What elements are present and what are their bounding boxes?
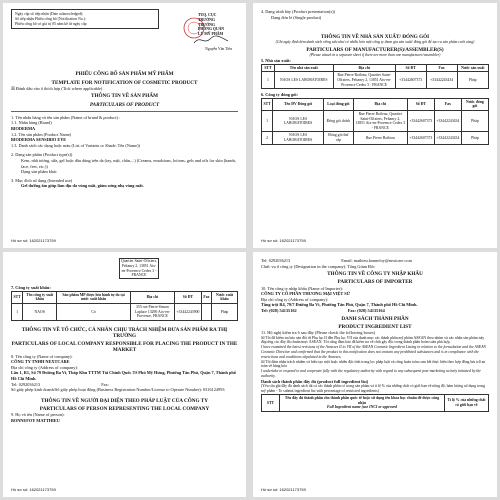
table-cell: +33442243900 xyxy=(174,303,201,320)
manufacturer-table xyxy=(261,64,489,89)
dossier-number: Hồ sơ số: 162021173759 xyxy=(261,487,306,493)
local-address-value: Lầu 1, R1, Số 79 Đường Ba Vì, Tháp Khu TTTM Tài Chính Quốc Tế Phú Mỹ Hưng, Phường Tân Phú, Quận 7, Thành phố Hồ Chí Minh. xyxy=(11,370,236,381)
dossier-number: Hồ sơ số: 162021173759 xyxy=(11,487,56,493)
table-cell: +33442607373 xyxy=(395,72,426,89)
brand-value: BIODERMA xyxy=(11,125,36,131)
table-row xyxy=(262,110,489,131)
col-header: Nước xuất khẩu xyxy=(212,291,238,303)
col-header: Tỉ lệ % của những chất có giới hạn về xyxy=(445,394,489,411)
representative-section-vi: THÔNG TIN VỀ NGƯỜI ĐẠI DIỆN THEO PHÁP LUẬT CỦA CÔNG TY xyxy=(41,397,208,404)
item-4-label: 4. Dạng trình bày (Product presentation(s)) xyxy=(261,9,335,14)
product-section-title-vi: THÔNG TIN VỀ SẢN PHẨM xyxy=(91,93,158,100)
item-3-label: 3. Mục đích sử dụng (Intended use) xyxy=(11,177,73,183)
col-header: Nước đóng gói xyxy=(461,98,488,110)
signer-name: Nguyễn Văn Tiến xyxy=(205,47,232,51)
col-header: STT xyxy=(262,64,275,72)
intended-use-value: Gel dưỡng ẩm giúp làm dịu da vùng mắt, giảm sưng nhẹ vùng mắt. xyxy=(21,183,144,189)
table-cell: 1 xyxy=(262,72,275,89)
document-page-4 xyxy=(253,252,497,497)
item-1-2-label: 1.2. Tên sản phẩm (Product Name) xyxy=(11,131,72,137)
col-header: Địa chỉ xyxy=(333,64,395,72)
item-8-label: 8. Tên công ty (Name of company): xyxy=(11,353,73,359)
col-header-sub: Full Ingredient name (use INCI or approved xyxy=(326,405,398,410)
table-cell: 355 rue Pierre-Simon Laplace 13290 Aix-en-Provence, FRANCE xyxy=(130,303,174,320)
table-cell: NAOS LES LABORATOIRES xyxy=(274,72,333,89)
importer-section-vi: THÔNG TIN VỀ CÔNG TY NHẬP KHẨU xyxy=(327,271,423,278)
table-cell: NAOS xyxy=(23,303,57,320)
table-cell: Rue Pierre Boileau, Quartier Saint-Ofixiers, Peltanry 2, 13851 Aix-en-Provence Cedex 3 - FRANCE xyxy=(333,72,395,89)
col-header: Số ĐT xyxy=(407,98,434,110)
table-cell: 1 xyxy=(12,303,23,320)
item-10-label: 10. Tên công ty nhập khẩu (Name of Importer): xyxy=(261,285,343,291)
table-cell: 2 xyxy=(262,132,273,144)
product-name-value: BIODERMA SENSIBIO EYE xyxy=(11,137,67,143)
col-header xyxy=(280,394,445,411)
rep-position: Chức vụ ở công ty (Designation in the company): Tổng Giám Đốc xyxy=(261,263,376,269)
declaration-2-en: I undertake to respond to and cooperate fully with the regulatory authority with regard to any subsequent post-marketing activity initiated by the authority. xyxy=(261,369,481,378)
item-1-label: 1. Tên nhãn hàng và tên sản phẩm (Name of brand & product) : xyxy=(11,114,121,120)
importer-tel: Tel: (028) 54135162 xyxy=(261,307,297,313)
col-header: Tên công ty xuất khẩu xyxy=(23,291,57,303)
importer-tel-fax xyxy=(261,308,489,314)
table-cell xyxy=(201,303,211,320)
item-1-3-label: 1.3. Danh sách các dạng hoặc màu (List of Variants or Shade, Tên (Name)) xyxy=(11,142,140,148)
representative-section-en: PARTICULARS OF PERSON REPRESENTING THE LOCAL COMPANY xyxy=(39,405,210,412)
importer-fax: Fax: (028) 54135164 xyxy=(347,307,385,313)
local-company-name: CÔNG TY TNHH NEXTCARE xyxy=(11,359,70,365)
ingredient-list-title-en: PRODUCT INGREDIENT LIST xyxy=(338,323,412,330)
table-cell: +33442243434 xyxy=(434,110,461,131)
col-header: Địa chỉ xyxy=(353,98,407,110)
full-ingredient-list-label: Danh sách thành phần đầy đủ (product full ingredient list) xyxy=(261,378,369,384)
table-cell: Pháp xyxy=(457,72,488,89)
seal-text-block xyxy=(198,13,228,37)
col-header: Số ĐT xyxy=(174,291,201,303)
table-header-row xyxy=(262,98,489,110)
col-header: Nước sản xuất xyxy=(457,64,488,72)
dossier-number: Hồ sơ số: 162021173759 xyxy=(261,238,306,244)
document-page-3 xyxy=(3,252,246,497)
item-2-label: 2. Dạng sản phẩm (Product type(s)) xyxy=(11,152,73,158)
col-header-main: Tên đầy đủ thành phần cho thành phần quốc tế hoặc sử dụng tên khoa học chuẩn để được công nhận xyxy=(284,395,440,405)
business-registration-line: Số giấy phép kinh doanh/Số giấy phép hoạt động (Business Registration Number/License to Operate Number): 0316124993 xyxy=(11,387,225,393)
table-header-row xyxy=(262,394,489,411)
table-cell: NAOS LES LABORATOIRES xyxy=(273,110,324,131)
table-cell: Có xyxy=(57,303,131,320)
item-9-label: 9. Họ và tên (Name of person): xyxy=(11,412,65,418)
divider xyxy=(11,111,238,112)
local-company-section-vi: THÔNG TIN VỀ TỔ CHỨC, CÁ NHÂN CHỊU TRÁCH NHIỆM ĐƯA SẢN PHẨM RA THỊ TRƯỜNG xyxy=(21,326,228,339)
table-cell: NAOS LES LABORATOIRES xyxy=(273,132,324,144)
table-cell: Rue Pierre Boileau xyxy=(353,132,407,144)
importer-name: CÔNG TY CỔ PHẦN THƯƠNG MẠI VIỆT SỬ xyxy=(261,291,351,297)
item-6-label: 6. Công ty đóng gói: xyxy=(261,92,298,98)
table-cell: Đóng gói thứ cấp xyxy=(323,132,353,144)
continued-address-cell xyxy=(119,258,159,279)
table-row xyxy=(12,303,238,320)
notification-title-vi: PHIẾU CÔNG BỐ SẢN PHẨM MỸ PHẨM xyxy=(75,71,174,78)
rep-tel: Tel: 0292036213 xyxy=(261,258,291,263)
ingredient-table xyxy=(261,394,489,412)
local-fax: Fax: xyxy=(101,381,109,387)
document-page-2 xyxy=(253,3,497,248)
tick-instruction: ☒ Đánh dấu vào ô thích hợp (Tick where applicable) xyxy=(11,85,103,91)
table-cell: Pháp xyxy=(212,303,238,320)
col-header: Fax xyxy=(201,291,211,303)
importer-address-label: Địa chỉ công ty (Address of company): xyxy=(261,296,329,302)
item-5-label: 5. Nhà sản xuất: xyxy=(261,58,291,64)
table-cell: Đóng gói chính xyxy=(323,110,353,131)
table-cell: Pháp xyxy=(461,110,488,131)
item-7-label: 7. Công ty xuất khẩu: xyxy=(11,285,51,291)
stamp-date-line: Ngày cấp số tiếp nhận (Date acknowledged): xyxy=(15,12,84,16)
dossier-number: Hồ sơ số: 162021173759 xyxy=(11,238,56,244)
manufacturer-section-title-vi: THÔNG TIN VỀ NHÀ SẢN XUẤT/ ĐÓNG GÓI xyxy=(320,34,430,41)
manufacturer-section-title-en: PARTICULARS OF MANUFACTURER(S)/ASSEMBLER(S) xyxy=(306,47,444,54)
stamp-notification-line: Số tiếp nhận Phiếu công bố (Notification No.): xyxy=(15,16,87,21)
stamp-validity-line: Phiếu công bố có giá trị 05 năm kể từ ngày cấp xyxy=(15,21,87,26)
table-header-row xyxy=(262,64,489,72)
local-company-section-en: PARTICULARS OF LOCAL COMPANY RESPONSIBLE FOR PLACING THE PRODUCT IN THE MARKET xyxy=(11,341,238,354)
importer-section-en: PARTICULARS OF IMPORTER xyxy=(337,279,413,286)
table-header-row xyxy=(12,291,238,303)
presentation-value: Dạng đơn lẻ (Single product) xyxy=(271,14,322,20)
table-cell: +33442243434 xyxy=(426,72,457,89)
declaration-1-en: I have examined the latest revisions of the Annexes II to VII of the ASEAN Cosmetic Ingredient Listing in relation to the formulation and the ASEAN Cosmetic Directive and confirmed that the product in this notification does not contain any prohibited substances and is in compliance with the restrictions and conditions stipulated in the Annexes. xyxy=(261,345,486,359)
signature-icon xyxy=(192,35,232,45)
full-ingredient-list-note: (Yêu cầu ghi đầy đủ danh sách tất cả các thành phần có trong sản phẩm và tỉ lệ % của những chất có giới hạn về nồng độ, hàm lượng sử dụng trong mỹ phẩm - To submit ingredient list with percentage of restricted ingredients) xyxy=(261,384,486,394)
col-header: Tên nhà sản xuất xyxy=(274,64,333,72)
table-row xyxy=(262,132,489,144)
seal-org-line-2: TRƯỞNG PHÒNG QUẢN LÝ MỸ PHẨM xyxy=(198,22,225,37)
table-cell: 1 xyxy=(262,110,273,131)
document-page-1 xyxy=(3,3,246,248)
col-header: Số ĐT xyxy=(395,64,426,72)
table-cell: +33442607373 xyxy=(407,110,434,131)
table-cell: Pháp xyxy=(461,132,488,144)
col-header: Loại đóng gói xyxy=(323,98,353,110)
product-section-title-en: PARTICULARS OF PRODUCT xyxy=(89,101,160,108)
col-header: Fax xyxy=(434,98,461,110)
rep-email: Email: mathieu.bonnefoy@nextcare.com xyxy=(341,258,412,263)
col-header: Tên ĐV Đóng gói xyxy=(273,98,324,110)
col-header: Sản phẩm MP được lưu hành tự do tại nước xuất khẩu xyxy=(57,291,131,303)
table-cell: +33442607373 xyxy=(407,132,434,144)
col-header: STT xyxy=(262,98,273,110)
product-type-desc: Kem, nhũ tương, sữa, gel hoặc dầu dùng trên da (tay, mặt, chân,...) (Creams, emulsions, lotions, gels and oils for skin (hands, face, feet, etc.)) xyxy=(21,157,237,169)
manufacturer-section-note: (Ghi ngày định kèm danh sách riêng nếu như có nhiều hơn một công ty tham gia sản xuất/ đóng gói để tạo ra sản phẩm cuối cùng) xyxy=(275,40,475,45)
acknowledgement-stamp-box xyxy=(11,9,159,29)
col-header: Địa chỉ xyxy=(130,291,174,303)
exporter-table xyxy=(11,291,238,321)
representative-name: BONNEFOY MATTHIEU xyxy=(11,417,60,423)
col-header: STT xyxy=(262,394,280,411)
continued-address-text: Quartier Saint-Ofixiers, Peltanry 2, 13851 Aix-en-Provence Cedex 3 - FRANCE xyxy=(120,259,158,278)
declaration-1-vi: ☒ Tôi đã kiểm tra bảo sản đổi từ Phụ lục II đến Phụ lục VII của danh mục các thành phần mỹ phẩm ASEAN theo nhóm và xác nhận sản phẩm này đáp ứng các đầy đủ chuẩn mực ASEAN. Tôi cũng đảm bảo đã kiểm tra về chất gây độc trong thành phần hoàn toàn phù hợp. xyxy=(261,335,485,345)
col-header: STT xyxy=(12,291,23,303)
item-11-label: 11. Hộ nghị kiểm tra ô sau đây (Please check the following boxes) xyxy=(261,329,376,335)
seal-org-line-1: TUQ. CỤC TRƯỞNG xyxy=(198,13,217,22)
item-1-1-label: 1.1. Nhãn hàng (Brand) xyxy=(11,120,52,126)
table-cell: Rue Pierre Boileau, Quartier Saint-Ofixiers, Peltanry 2, 13851 Aix-en-Provence Cedex 3 - FRANCE xyxy=(353,110,407,131)
importer-address-value: Tầng trệt R4, 79/7 Đường Ba Vì, Phường Tân Phú, Quận 7, Thành phố Hồ Chí Minh. xyxy=(261,302,418,308)
ingredient-list-title-vi: DANH SÁCH THÀNH PHẦN xyxy=(341,315,409,322)
col-header: Fax xyxy=(426,64,457,72)
packager-table xyxy=(261,98,489,145)
local-tel: Tel: 0292036213 xyxy=(11,381,41,387)
table-cell: +33442243434 xyxy=(434,132,461,144)
notification-title-en: TEMPLATE FOR NOTIFICATION OF COSMETIC PRODUCT xyxy=(51,79,198,86)
local-address-label: Địa chỉ công ty (Address of company): xyxy=(11,364,79,370)
manufacturer-section-note-en: (Please attach in a separate sheet if there are more than one manufacturer/assembler) xyxy=(309,53,441,58)
table-row xyxy=(262,72,489,89)
product-type-other: Dạng sản phẩm khác xyxy=(21,169,57,175)
declaration-2-vi: ☒ Tôi đảm nhận trách nhiệm và hiểu tạo một hoặc nhiều đặc tính trong lọc pháp luật và cũng hoàn toàn cam kết thực hiện theo hợp đồng lưu trữ an toàn về hàng hóa xyxy=(261,359,486,369)
